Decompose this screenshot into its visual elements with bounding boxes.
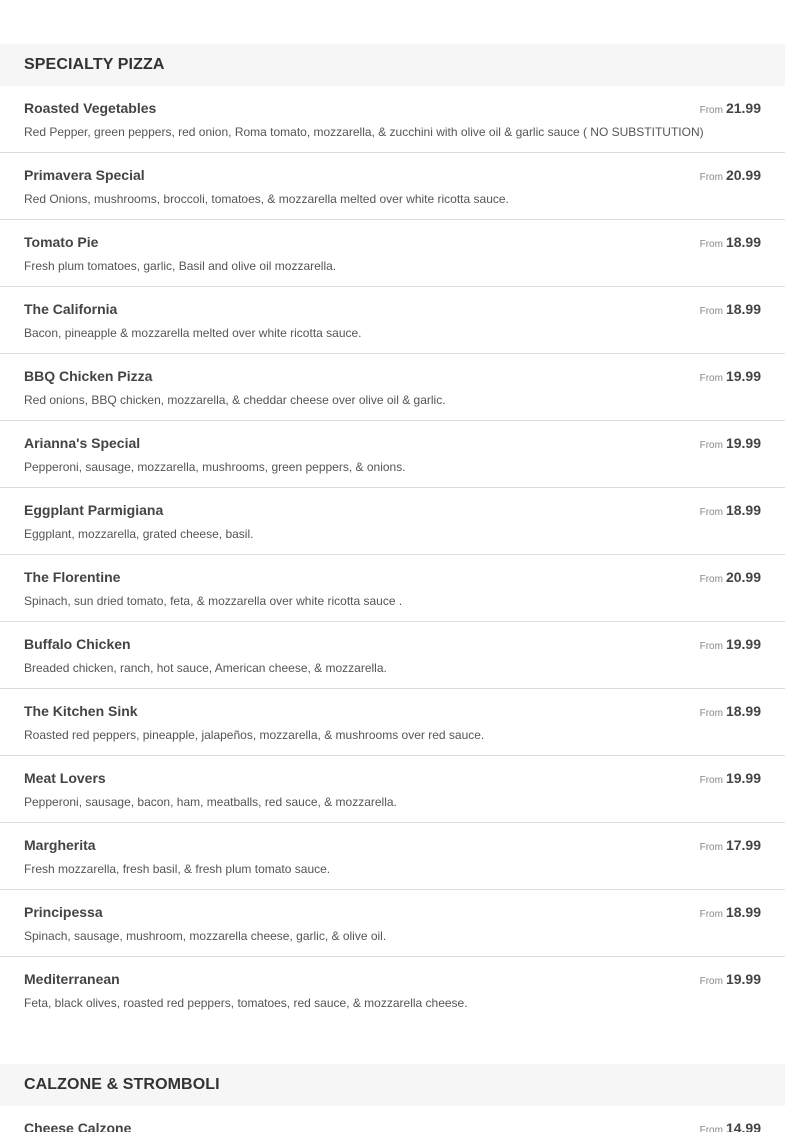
item-price xyxy=(700,1120,761,1132)
menu-item[interactable] xyxy=(0,220,785,287)
menu-item[interactable] xyxy=(0,890,785,957)
item-price xyxy=(700,971,761,987)
price-value: 18.99 xyxy=(725,301,761,317)
item-price xyxy=(700,100,761,116)
item-name: BBQ Chicken Pizza xyxy=(24,368,153,384)
menu-item[interactable] xyxy=(0,354,785,421)
price-from-label: From xyxy=(699,507,723,518)
price-from-label: From xyxy=(699,306,723,317)
item-description: Spinach, sun dried tomato, feta, & mozzarella over white ricotta sauce . xyxy=(24,594,403,608)
item-name: The Florentine xyxy=(24,569,121,585)
item-price xyxy=(700,368,761,384)
price-value: 17.99 xyxy=(725,837,761,853)
price-value: 19.99 xyxy=(725,636,761,652)
price-from-label: From xyxy=(699,440,723,451)
price-from-label: From xyxy=(699,909,723,920)
menu-item[interactable] xyxy=(0,555,785,622)
item-description: Red onions, BBQ chicken, mozzarella, & cheddar cheese over olive oil & garlic. xyxy=(24,393,446,407)
item-name: Principessa xyxy=(24,904,103,920)
item-price xyxy=(700,569,761,585)
price-from-label: From xyxy=(699,239,723,250)
item-price xyxy=(700,770,761,786)
price-value: 19.99 xyxy=(725,435,761,451)
price-value: 18.99 xyxy=(725,234,761,250)
item-description: Breaded chicken, ranch, hot sauce, American cheese, & mozzarella. xyxy=(24,661,387,675)
price-from-label: From xyxy=(699,172,723,183)
menu-item[interactable] xyxy=(0,421,785,488)
price-from-label: From xyxy=(699,775,723,786)
menu-item[interactable] xyxy=(0,1106,785,1132)
price-value: 19.99 xyxy=(725,770,761,786)
price-from-label: From xyxy=(699,976,723,987)
price-value: 20.99 xyxy=(725,167,761,183)
item-name: Roasted Vegetables xyxy=(24,100,157,116)
item-name: Arianna's Special xyxy=(24,435,141,451)
item-price xyxy=(700,301,761,317)
item-description: Fresh plum tomatoes, garlic, Basil and olive oil mozzarella. xyxy=(24,259,337,273)
item-name: Eggplant Parmigiana xyxy=(24,502,164,518)
item-price xyxy=(700,837,761,853)
item-description: Red Pepper, green peppers, red onion, Roma tomato, mozzarella, & zucchini with olive oil & garlic sauce ( NO SUBSTITUTION) xyxy=(24,125,704,139)
item-description: Pepperoni, sausage, mozzarella, mushrooms, green peppers, & onions. xyxy=(24,460,406,474)
price-value: 18.99 xyxy=(725,904,761,920)
item-price xyxy=(700,636,761,652)
item-name: The California xyxy=(24,301,118,317)
item-description: Bacon, pineapple & mozzarella melted over white ricotta sauce. xyxy=(24,326,362,340)
section-header-calzone-stromboli xyxy=(0,1064,785,1106)
item-price xyxy=(700,703,761,719)
item-name: Buffalo Chicken xyxy=(24,636,131,652)
item-description: Roasted red peppers, pineapple, jalapeños, mozzarella, & mushrooms over red sauce. xyxy=(24,728,485,742)
price-value: 18.99 xyxy=(725,703,761,719)
price-value: 21.99 xyxy=(725,100,761,116)
calzone-stromboli-list xyxy=(0,1106,785,1132)
price-from-label: From xyxy=(699,1125,723,1132)
top-spacer xyxy=(0,0,785,44)
menu-item[interactable] xyxy=(0,823,785,890)
item-price xyxy=(700,234,761,250)
item-price xyxy=(700,435,761,451)
item-description: Pepperoni, sausage, bacon, ham, meatballs, red sauce, & mozzarella. xyxy=(24,795,397,809)
item-name: Cheese Calzone xyxy=(24,1120,132,1132)
menu-item[interactable] xyxy=(0,756,785,823)
price-from-label: From xyxy=(699,373,723,384)
price-value: 20.99 xyxy=(725,569,761,585)
menu-item[interactable] xyxy=(0,689,785,756)
menu-item[interactable] xyxy=(0,86,785,153)
price-from-label: From xyxy=(699,574,723,585)
item-description: Red Onions, mushrooms, broccoli, tomatoes, & mozzarella melted over white ricotta sauce. xyxy=(24,192,509,206)
menu-item[interactable] xyxy=(0,957,785,1024)
item-price xyxy=(700,502,761,518)
item-name: Mediterranean xyxy=(24,971,120,987)
item-description: Fresh mozzarella, fresh basil, & fresh plum tomato sauce. xyxy=(24,862,331,876)
item-name: Margherita xyxy=(24,837,96,853)
section-gap xyxy=(0,1024,785,1064)
item-description: Spinach, sausage, mushroom, mozzarella cheese, garlic, & olive oil. xyxy=(24,929,387,943)
item-name: Primavera Special xyxy=(24,167,145,183)
item-name: The Kitchen Sink xyxy=(24,703,138,719)
item-price xyxy=(700,167,761,183)
section-header-specialty-pizza xyxy=(0,44,785,86)
item-description: Feta, black olives, roasted red peppers, tomatoes, red sauce, & mozzarella cheese. xyxy=(24,996,468,1010)
section-title: SPECIALTY PIZZA xyxy=(24,56,165,73)
menu-item[interactable] xyxy=(0,622,785,689)
specialty-pizza-list xyxy=(0,86,785,1024)
menu-item[interactable] xyxy=(0,287,785,354)
price-from-label: From xyxy=(699,708,723,719)
price-from-label: From xyxy=(699,105,723,116)
menu-item[interactable] xyxy=(0,488,785,555)
price-from-label: From xyxy=(699,842,723,853)
price-value: 19.99 xyxy=(725,368,761,384)
item-description: Eggplant, mozzarella, grated cheese, basil. xyxy=(24,527,254,541)
price-value: 14.99 xyxy=(725,1120,761,1132)
price-value: 18.99 xyxy=(725,502,761,518)
price-value: 19.99 xyxy=(725,971,761,987)
section-title: CALZONE & STROMBOLI xyxy=(24,1076,220,1093)
menu-item[interactable] xyxy=(0,153,785,220)
item-name: Meat Lovers xyxy=(24,770,106,786)
item-name: Tomato Pie xyxy=(24,234,99,250)
price-from-label: From xyxy=(699,641,723,652)
item-price xyxy=(700,904,761,920)
